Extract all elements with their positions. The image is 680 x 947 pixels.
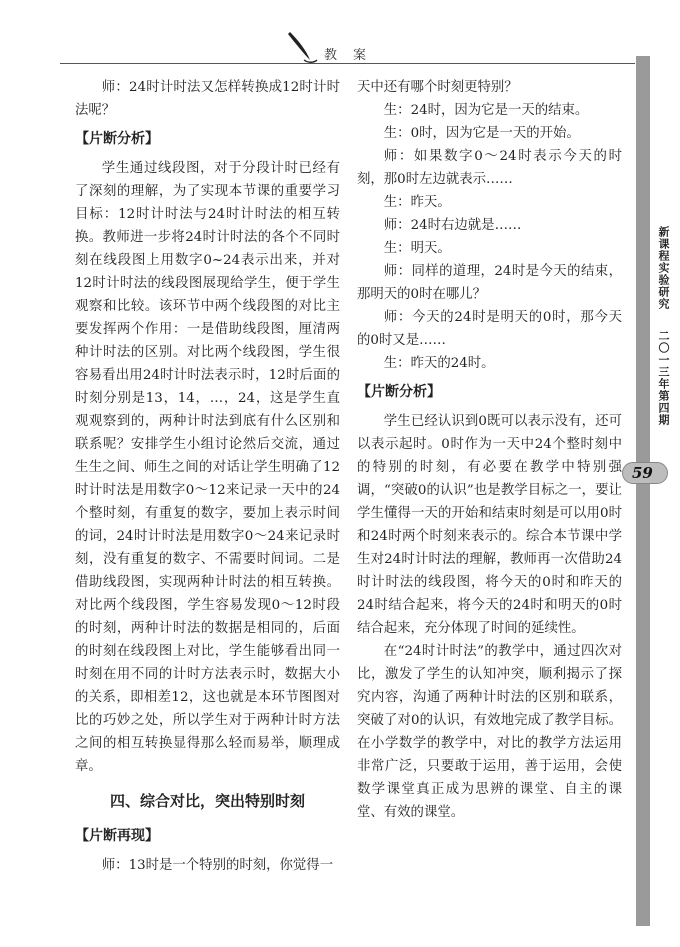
paragraph: 师：24时计时法又怎样转换成12时计时法呢？ [75,80,340,118]
paragraph: 在“24时计时法”的教学中，通过四次对比，激发了学生的认知冲突，顺利揭示了探究内容，沟通了两种计时法的区别和联系，突破了对0的认识，有效地完成了教学目标。在小学数学的教学中，对比的教学方法运用非常广泛，只要敢于运用，善于运用，会使数学课堂真正成为思辨的课堂、自主的课堂、有效的课堂。 [357,644,622,820]
paragraph: 师：24时右边就是…… [383,218,522,233]
paragraph: 师：13时是一个特别的时刻，你觉得一 [101,858,334,873]
right-column [357,76,622,824]
paragraph: 师：今天的24时是明天的0时，那今天的0时又是…… [357,310,622,348]
section-label: 【片断再现】 [75,828,159,844]
side-journal-name: 新课程实验研究 [657,226,670,310]
paragraph: 天中还有哪个时刻更特别？ [357,80,518,95]
quill-pen-icon [284,30,318,64]
side-strip [636,56,650,926]
page-header [0,0,680,70]
paragraph: 生：昨天的24时。 [383,356,495,371]
section-heading: 四、综合对比，突出特别时刻 [109,792,305,810]
paragraph: 生：0时，因为它是一天的开始。 [383,126,580,141]
header-title: 教案 [324,48,383,63]
paragraph: 师：同样的道理，24时是今天的结束，那明天的0时在哪儿？ [357,264,622,302]
section-label: 【片断分析】 [357,384,441,400]
paragraph: 师：如果数字0～24时表示今天的时刻，那0时左边就表示…… [357,149,622,187]
paragraph: 生：昨天。 [383,195,451,210]
paragraph: 学生已经认识到0既可以表示没有，还可以表示起时。0时作为一天中24个整时刻中的特别的时刻，有必要在教学中特别强调，“突破0的认识”也是教学目标之一，要让学生懂得一天的开始和结束时刻是可以用0时和24时两个时刻来表示的。综合本节课中学生对24时计时法的理解，教师再一次借助24时计时法的线段图，将今天的0时和昨天的24时结合起来，将今天的24时和明天的0时结合起来，充分体现了时间的延续性。 [357,414,622,636]
page-number: 59 [632,464,653,482]
side-issue: 二〇一三年第四期 [657,330,670,426]
paragraph: 学生通过线段图，对于分段计时已经有了深刻的理解，为了实现本节课的重要学习目标：12时计时法与24时计时法的相互转换。教师进一步将24时计时法的各个不同时刻在线段图上用数字0~24表示出来，并对12时计时法的线段图展现给学生，便于学生观察和比较。该环节中两个线段图的对比主要发挥两个作用：一是借助线段图，厘清两种计时法的区别。对比两个线段图，学生很容易看出用24时计时法表示时，12时后面的时刻分别是13，14，…，24，这是学生直观观察到的，两种计时法到底有什么区别和联系呢？安排学生小组讨论然后交流，通过生生之间、师生之间的对话让学生明确了12时计时法是用数字0～12来记录一天中的24个整时刻，有重复的数字，要加上表示时间的词，24时计时法是用数字0～24来记录时刻，没有重复的数字、不需要时间词。二是借助线段图，实现两种计时法的相互转换。对比两个线段图，学生容易发现0～12时段的时刻，两种计时法的数据是相同的，后面的时刻在线段图上对比，学生能够看出同一时刻在用不同的计时方法表示时，数据大小的关系，即相差12，这也就是本环节图图对比的巧妙之处，所以学生对于两种计时方法之间的相互转换显得那么轻而易举，顺理成章。 [75,161,340,774]
section-label: 【片断分析】 [75,131,159,147]
header-divider [60,63,635,64]
paragraph: 生：24时，因为它是一天的结束。 [383,103,589,118]
paragraph: 生：明天。 [383,241,451,256]
left-column [75,76,340,877]
